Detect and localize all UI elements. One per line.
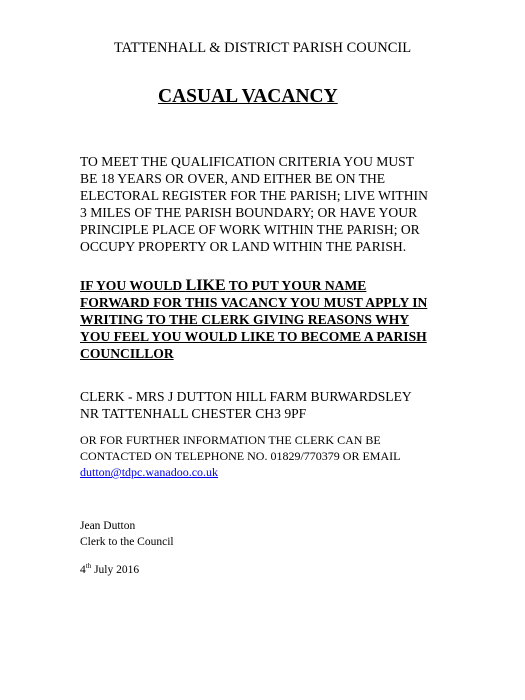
apply-text: IF YOU WOULD — [80, 278, 186, 293]
date-month-year: July 2016 — [91, 564, 140, 576]
apply-text: TO PUT YOUR NAME — [225, 278, 367, 293]
application-instructions — [80, 277, 460, 362]
date-day: 4 — [80, 564, 86, 576]
criteria-line: TO MEET THE QUALIFICATION CRITERIA YOU MUST — [80, 154, 415, 169]
signatory-name: Jean Dutton — [80, 520, 136, 532]
date-suffix: th — [85, 562, 92, 571]
apply-line: YOU FEEL YOU WOULD LIKE TO BECOME A PARISH — [80, 329, 427, 344]
criteria-line: OCCUPY PROPERTY OR LAND WITHIN THE PARISH. — [80, 239, 407, 254]
page-title: CASUAL VACANCY — [158, 86, 338, 107]
council-name: TATTENHALL & DISTRICT PARISH COUNCIL — [113, 40, 412, 56]
criteria-line: ELECTORAL REGISTER FOR THE PARISH; LIVE WITHIN — [80, 188, 428, 203]
contact-info — [80, 432, 460, 480]
signatory-role: Clerk to the Council — [80, 536, 174, 548]
criteria-line: BE 18 YEARS OR OVER, AND EITHER BE ON THE — [80, 171, 386, 186]
info-line: CONTACTED ON TELEPHONE NO. 01829/770379 OR EMAIL — [80, 449, 401, 463]
email-link[interactable]: dutton@tdpc.wanadoo.co.uk — [80, 465, 219, 479]
criteria-line: 3 MILES OF THE PARISH BOUNDARY; OR HAVE YOUR — [80, 205, 418, 220]
address-line: CLERK - MRS J DUTTON HILL FARM BURWARDSLEY — [80, 389, 412, 404]
apply-line: FORWARD FOR THIS VACANCY YOU MUST APPLY IN — [80, 295, 428, 310]
criteria-line: PRINCIPLE PLACE OF WORK WITHIN THE PARISH; OR — [80, 222, 420, 237]
address-line: NR TATTENHALL CHESTER CH3 9PF — [80, 406, 307, 421]
apply-line: COUNCILLOR — [80, 346, 174, 361]
document-date — [80, 563, 139, 578]
apply-line — [80, 277, 460, 294]
info-line: OR FOR FURTHER INFORMATION THE CLERK CAN BE — [80, 433, 381, 447]
apply-line: WRITING TO THE CLERK GIVING REASONS WHY — [80, 312, 410, 327]
apply-emphasis: LIKE — [185, 277, 226, 294]
qualification-criteria — [80, 153, 460, 255]
clerk-address — [80, 388, 460, 422]
